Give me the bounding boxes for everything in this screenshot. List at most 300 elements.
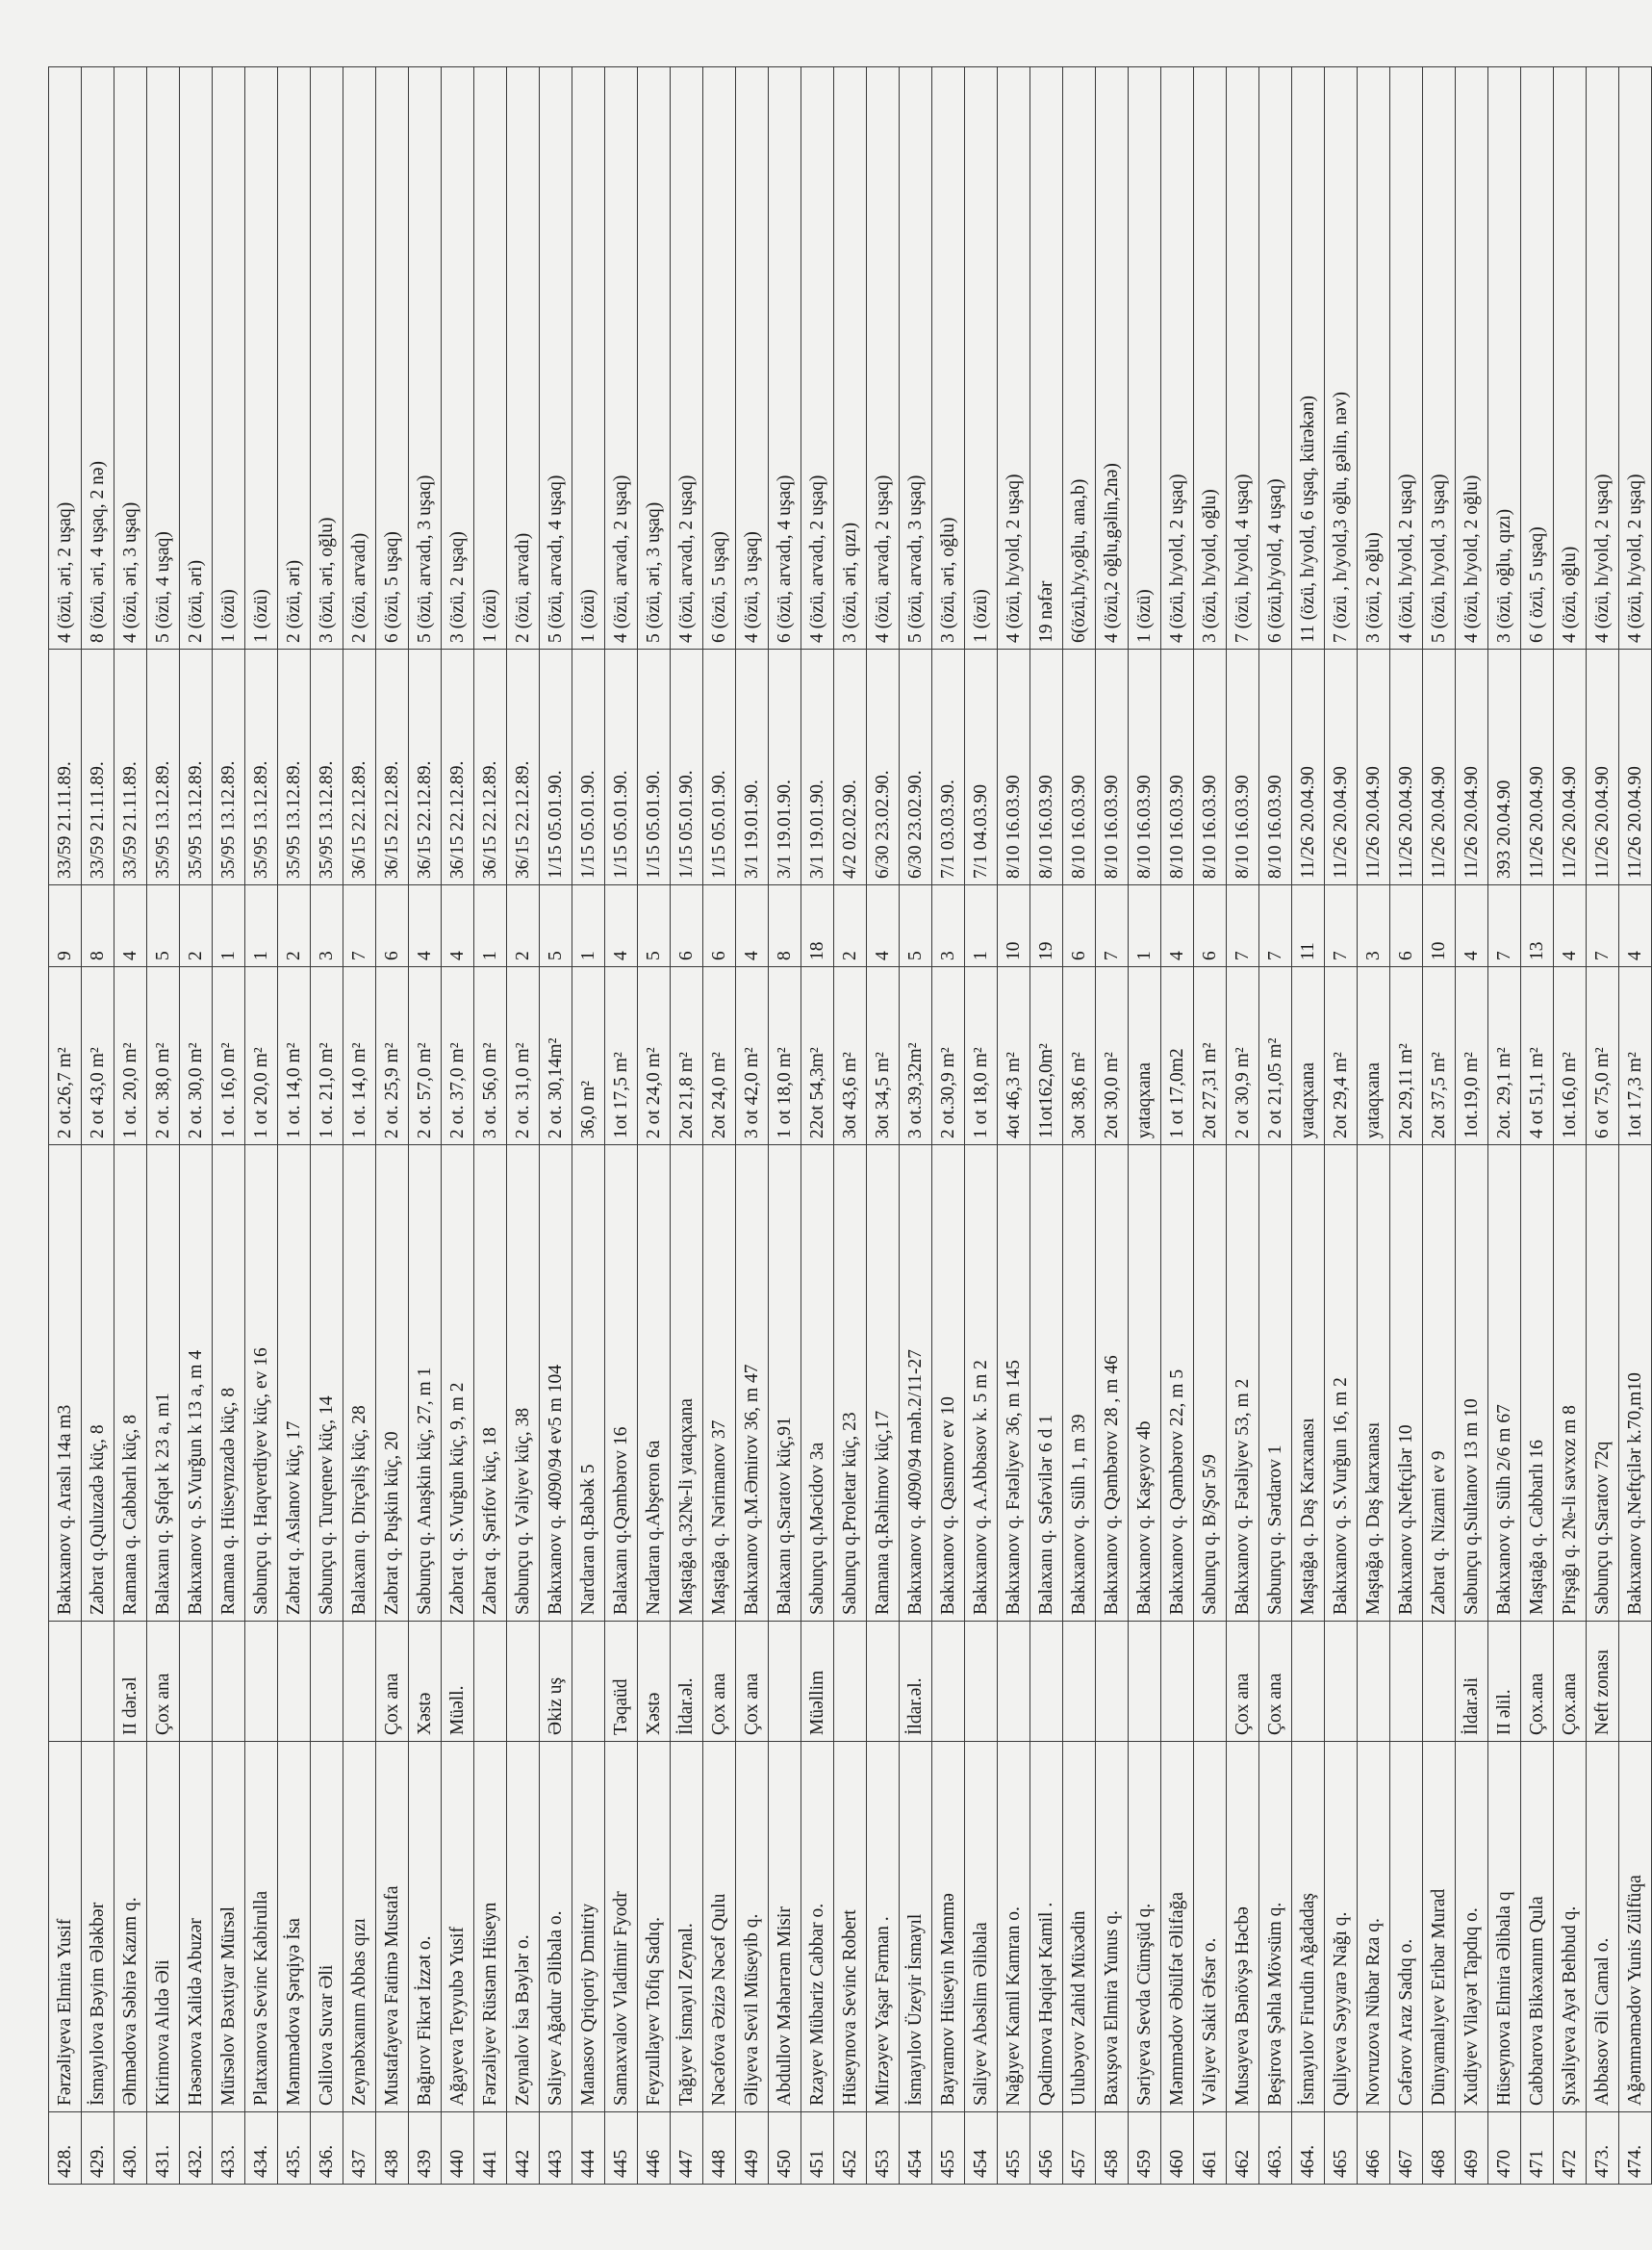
- table-row: [442, 67, 474, 2185]
- residents-count-cell: 8: [769, 885, 801, 967]
- row-number-cell: 436.: [311, 2112, 343, 2185]
- family-composition-cell: 8 (özü, əri, 4 uşaq, 2 nə): [82, 67, 114, 650]
- living-area-cell: yataqxana: [1292, 967, 1325, 1145]
- address-cell: Sabunçu q.Saratov 72q: [1587, 1145, 1619, 1622]
- table-row: [1390, 67, 1423, 2185]
- registration-ref-cell: 3/1 19.01.90.: [769, 650, 801, 885]
- living-area-cell: 2 ot. 25,9 m²: [376, 967, 409, 1145]
- family-composition-cell: 4 (özü,2 oğlu,gəlin,2nə): [1096, 67, 1129, 650]
- table-row: [1554, 67, 1587, 2185]
- person-name-cell: Abbasov Əli Camal o.: [1587, 1742, 1619, 2112]
- person-name-cell: Feyzullayev Tofiq Sadıq.: [638, 1742, 671, 2112]
- table-row: [769, 67, 801, 2185]
- row-number-cell: 453: [867, 2112, 900, 2185]
- person-name-cell: Şıxəliyeva Ayət Behbud q.: [1554, 1742, 1587, 2112]
- table-row: [1423, 67, 1456, 2185]
- registration-ref-cell: 6/30 23.02.90.: [900, 650, 932, 885]
- person-name-cell: Zeynəbxanım Abbas qızı: [343, 1742, 376, 2112]
- living-area-cell: 1 ot 18,0 m²: [769, 967, 801, 1145]
- address-cell: Bakıxanov q. S.Vurğun k 13 a, m 4: [180, 1145, 213, 1622]
- person-name-cell: Abdullov Məhərrəm Misir: [769, 1742, 801, 2112]
- category-cell: [49, 1622, 82, 1742]
- registration-ref-cell: 8/10 16.03.90: [1227, 650, 1259, 885]
- living-area-cell: 2ot 29,4 m²: [1325, 967, 1358, 1145]
- table-row: [1521, 67, 1554, 2185]
- person-name-cell: Rzayev Mübariz Cabbar o.: [801, 1742, 834, 2112]
- row-number-cell: 428.: [49, 2112, 82, 2185]
- registration-ref-cell: 8/10 16.03.90: [998, 650, 1030, 885]
- registration-ref-cell: 3/1 19.01.90.: [736, 650, 769, 885]
- registration-ref-cell: 4/2 02.02.90.: [834, 650, 867, 885]
- table-row: [114, 67, 147, 2185]
- table-row: [1587, 67, 1619, 2185]
- category-cell: Müəll.: [442, 1622, 474, 1742]
- row-number-cell: 432.: [180, 2112, 213, 2185]
- row-number-cell: 464.: [1292, 2112, 1325, 2185]
- registration-ref-cell: 11/26 20.04.90: [1292, 650, 1325, 885]
- category-cell: [867, 1622, 900, 1742]
- table-row: [180, 67, 213, 2185]
- table-row: [801, 67, 834, 2185]
- category-cell: [278, 1622, 311, 1742]
- living-area-cell: 2 ot.30,9 m²: [932, 967, 965, 1145]
- family-composition-cell: 1 (özü): [1129, 67, 1161, 650]
- living-area-cell: yataqxana: [1358, 967, 1390, 1145]
- table-row: [605, 67, 638, 2185]
- registration-ref-cell: 6/30 23.02.90.: [867, 650, 900, 885]
- residents-count-cell: 1: [965, 885, 998, 967]
- row-number-cell: 442: [507, 2112, 540, 2185]
- registration-ref-cell: 7/1 04.03.90: [965, 650, 998, 885]
- living-area-cell: 2ot 27,31 m²: [1194, 967, 1227, 1145]
- address-cell: Sabunçu q. Haqverdiyev küç, ev 16: [245, 1145, 278, 1622]
- table-row: [1358, 67, 1390, 2185]
- address-cell: Sabunçu q. Anaşkin küç, 27, m 1: [409, 1145, 442, 1622]
- residents-count-cell: 2: [180, 885, 213, 967]
- residents-count-cell: 8: [82, 885, 114, 967]
- category-cell: Əkiz uş: [540, 1622, 572, 1742]
- living-area-cell: 2ot 37,5 m²: [1423, 967, 1456, 1145]
- table-row: [82, 67, 114, 2185]
- row-number-cell: 455: [932, 2112, 965, 2185]
- row-number-cell: 429.: [82, 2112, 114, 2185]
- person-name-cell: Mustafayeva Fatimə Mustafa: [376, 1742, 409, 2112]
- living-area-cell: 2ot 30,0 m²: [1096, 967, 1129, 1145]
- address-cell: Zabrat q. Aslanov küç, 17: [278, 1145, 311, 1622]
- family-composition-cell: 1 (özü): [245, 67, 278, 650]
- living-area-cell: 2ot. 29,1 m²: [1488, 967, 1521, 1145]
- table-row: [1259, 67, 1292, 2185]
- person-name-cell: Mirzəyev Yaşar Fərman .: [867, 1742, 900, 2112]
- table-row: [1227, 67, 1259, 2185]
- living-area-cell: 1 ot 18,0 m²: [965, 967, 998, 1145]
- table-row: [1619, 67, 1652, 2185]
- living-area-cell: 1ot.16,0 m²: [1554, 967, 1587, 1145]
- row-number-cell: 470: [1488, 2112, 1521, 2185]
- row-number-cell: 431.: [147, 2112, 180, 2185]
- table-row: [1030, 67, 1063, 2185]
- residents-count-cell: 4: [114, 885, 147, 967]
- row-number-cell: 473.: [1587, 2112, 1619, 2185]
- address-cell: Bakıxanov q. Fətəliyev 53, m 2: [1227, 1145, 1259, 1622]
- address-cell: Balaxanı q.Saratov küç,91: [769, 1145, 801, 1622]
- residents-count-cell: 7: [343, 885, 376, 967]
- person-name-cell: Novruzova Nübar Rza q.: [1358, 1742, 1390, 2112]
- living-area-cell: 2 ot. 37,0 m²: [442, 967, 474, 1145]
- registration-ref-cell: 1/15 05.01.90.: [703, 650, 736, 885]
- registration-ref-cell: 8/10 16.03.90: [1063, 650, 1096, 885]
- table-row: [736, 67, 769, 2185]
- living-area-cell: 3 ot 42,0 m²: [736, 967, 769, 1145]
- residents-count-cell: 2: [834, 885, 867, 967]
- person-name-cell: Ağəmməmədov Yunis Zülfüqa: [1619, 1742, 1652, 2112]
- table-row: [1325, 67, 1358, 2185]
- category-cell: [1292, 1622, 1325, 1742]
- registration-ref-cell: 11/26 20.04.90: [1423, 650, 1456, 885]
- registration-ref-cell: 1/15 05.01.90.: [572, 650, 605, 885]
- registration-ref-cell: 35/95 13.12.89.: [147, 650, 180, 885]
- table-row: [1161, 67, 1194, 2185]
- residents-count-cell: 1: [572, 885, 605, 967]
- family-composition-cell: 4 (özü, arvadı, 2 uşaq): [671, 67, 703, 650]
- living-area-cell: 2ot 21,8 m²: [671, 967, 703, 1145]
- row-number-cell: 444: [572, 2112, 605, 2185]
- living-area-cell: 4 ot 51,1 m²: [1521, 967, 1554, 1145]
- address-cell: Sabunçu q.Sultanov 13 m 10: [1456, 1145, 1488, 1622]
- address-cell: Zabrat q. Nizami ev 9: [1423, 1145, 1456, 1622]
- residents-count-cell: 6: [1390, 885, 1423, 967]
- address-cell: Sabunçu q. B/Şor 5/9: [1194, 1145, 1227, 1622]
- address-cell: Ramana q. Hüseynzadə küç, 8: [213, 1145, 245, 1622]
- address-cell: Zabrat q. S.Vurğun küç, 9, m 2: [442, 1145, 474, 1622]
- address-cell: Bakıxanov q. Fətəliyev 36, m 145: [998, 1145, 1030, 1622]
- residents-count-cell: 7: [1587, 885, 1619, 967]
- address-cell: Sabunçu q.Məcidov 3a: [801, 1145, 834, 1622]
- address-cell: Ramana q.Rəhimov küç,17: [867, 1145, 900, 1622]
- address-cell: Maştağa q. Daş karxanası: [1358, 1145, 1390, 1622]
- category-cell: [343, 1622, 376, 1742]
- family-composition-cell: 1 (özü): [213, 67, 245, 650]
- category-cell: Çox ana: [703, 1622, 736, 1742]
- row-number-cell: 433.: [213, 2112, 245, 2185]
- row-number-cell: 468: [1423, 2112, 1456, 2185]
- person-name-cell: Xudiyev Vilayət Tapdıq o.: [1456, 1742, 1488, 2112]
- living-area-cell: 2ot 29,11 m²: [1390, 967, 1423, 1145]
- address-cell: Bakıxanov q. Qəmbərov 22, m 5: [1161, 1145, 1194, 1622]
- address-cell: Maştağa q. Cabbarlı 16: [1521, 1145, 1554, 1622]
- address-cell: Sabunçu q. Turqenev küç, 14: [311, 1145, 343, 1622]
- living-area-cell: 2 ot. 38,0 m²: [147, 967, 180, 1145]
- category-cell: [1096, 1622, 1129, 1742]
- family-composition-cell: 6 (özü, 5 uşaq): [703, 67, 736, 650]
- registration-ref-cell: 35/95 13.12.89.: [311, 650, 343, 885]
- address-cell: Maştağa q.32№-li yataqxana: [671, 1145, 703, 1622]
- family-composition-cell: 1 (özü): [572, 67, 605, 650]
- living-area-cell: 3ot 43,6 m²: [834, 967, 867, 1145]
- category-cell: II dər.əl: [114, 1622, 147, 1742]
- table-row: [147, 67, 180, 2185]
- living-area-cell: 1 ot 20,0 m²: [245, 967, 278, 1145]
- row-number-cell: 441: [474, 2112, 507, 2185]
- row-number-cell: 437: [343, 2112, 376, 2185]
- person-name-cell: Dünyamalıyev Eribar Murad: [1423, 1742, 1456, 2112]
- table-row: [900, 67, 932, 2185]
- residents-count-cell: 5: [900, 885, 932, 967]
- person-name-cell: Cəfərov Araz Sadıq o.: [1390, 1742, 1423, 2112]
- row-number-cell: 440: [442, 2112, 474, 2185]
- living-area-cell: 1ot 17,5 m²: [605, 967, 638, 1145]
- family-composition-cell: 3 (özü, əri, oğlu): [932, 67, 965, 650]
- address-cell: Bakıxanov q. S.Vurğun 16, m 2: [1325, 1145, 1358, 1622]
- family-composition-cell: 4 (özü, h/yold, 2 uşaq): [1587, 67, 1619, 650]
- category-cell: [769, 1622, 801, 1742]
- living-area-cell: yataqxana: [1129, 967, 1161, 1145]
- row-number-cell: 446: [638, 2112, 671, 2185]
- address-cell: Sabunçu q. Vəliyev küç, 38: [507, 1145, 540, 1622]
- category-cell: [1194, 1622, 1227, 1742]
- living-area-cell: 1 ot. 16,0 m²: [213, 967, 245, 1145]
- category-cell: II əlil.: [1488, 1622, 1521, 1742]
- address-cell: Pirşağı q. 2№-li savxoz m 8: [1554, 1145, 1587, 1622]
- registration-ref-cell: 36/15 22.12.89.: [507, 650, 540, 885]
- registration-ref-cell: 33/59 21.11.89.: [49, 650, 82, 885]
- table-row: [474, 67, 507, 2185]
- row-number-cell: 459: [1129, 2112, 1161, 2185]
- address-cell: Zabrat q. Puşkin küç, 20: [376, 1145, 409, 1622]
- person-name-cell: İsmayılov Üzeyir İsmayıl: [900, 1742, 932, 2112]
- registration-ref-cell: 35/95 13.12.89.: [213, 650, 245, 885]
- category-cell: [1358, 1622, 1390, 1742]
- family-composition-cell: 5 (özü, h/yold, 3 uşaq): [1423, 67, 1456, 650]
- residents-count-cell: 6: [376, 885, 409, 967]
- registration-ref-cell: 33/59 21.11.89.: [82, 650, 114, 885]
- person-name-cell: Saliyev Abəslim Əlibala: [965, 1742, 998, 2112]
- family-composition-cell: 4 (özü, h/yold, 2 uşaq): [1619, 67, 1652, 650]
- table-row: [1488, 67, 1521, 2185]
- person-name-cell: Ulubəyov Zahid Müxədin: [1063, 1742, 1096, 2112]
- person-name-cell: Platxanova Sevinc Kabirulla: [245, 1742, 278, 2112]
- address-cell: Bakıxanov q. Sülh 1, m 39: [1063, 1145, 1096, 1622]
- residents-count-cell: 19: [1030, 885, 1063, 967]
- category-cell: [834, 1622, 867, 1742]
- table-row: [409, 67, 442, 2185]
- registration-ref-cell: 36/15 22.12.89.: [409, 650, 442, 885]
- family-composition-cell: 4 (özü, 3 uşaq): [736, 67, 769, 650]
- table-row: [278, 67, 311, 2185]
- address-cell: Balaxanı q.Qəmbərov 16: [605, 1145, 638, 1622]
- registration-ref-cell: 8/10 16.03.90: [1030, 650, 1063, 885]
- family-composition-cell: 3 (özü, 2 oğlu): [1358, 67, 1390, 650]
- row-number-cell: 454: [965, 2112, 998, 2185]
- row-number-cell: 435.: [278, 2112, 311, 2185]
- person-name-cell: Cəlilova Suvar Əli: [311, 1742, 343, 2112]
- category-cell: [965, 1622, 998, 1742]
- family-composition-cell: 4 (özü, h/yold, 2 uşaq): [998, 67, 1030, 650]
- category-cell: Xəstə: [638, 1622, 671, 1742]
- row-number-cell: 430.: [114, 2112, 147, 2185]
- table-row: [1129, 67, 1161, 2185]
- person-name-cell: Hüseynova Elmira Əlibala q: [1488, 1742, 1521, 2112]
- living-area-cell: 1 ot. 14,0 m²: [343, 967, 376, 1145]
- person-name-cell: Nağıyev Kamil Kamran o.: [998, 1742, 1030, 2112]
- address-cell: Balaxanı q. Səfəvilər 6 d 1: [1030, 1145, 1063, 1622]
- row-number-cell: 450: [769, 2112, 801, 2185]
- family-composition-cell: 2 (özü, arvadı): [343, 67, 376, 650]
- residents-count-cell: 7: [1259, 885, 1292, 967]
- person-name-cell: Kirimova Alıdə Əli: [147, 1742, 180, 2112]
- address-cell: Bakıxanov q. 4090/94 məh.2/11-27: [900, 1145, 932, 1622]
- person-name-cell: Bayramov Hüseyin Məmmə: [932, 1742, 965, 2112]
- address-cell: Bakıxanov q. Qasımov ev 10: [932, 1145, 965, 1622]
- category-cell: [1030, 1622, 1063, 1742]
- registration-ref-cell: 35/95 13.12.89.: [180, 650, 213, 885]
- registration-ref-cell: 7/1 03.03.90.: [932, 650, 965, 885]
- residents-count-cell: 1: [245, 885, 278, 967]
- row-number-cell: 474.: [1619, 2112, 1652, 2185]
- family-composition-cell: 2 (özü, əri): [180, 67, 213, 650]
- residents-count-cell: 4: [1456, 885, 1488, 967]
- family-composition-cell: 7 (özü, h/yold, 4 uşaq): [1227, 67, 1259, 650]
- category-cell: Çox ana: [1227, 1622, 1259, 1742]
- family-composition-cell: 1 (özü): [474, 67, 507, 650]
- category-cell: Çox ana: [736, 1622, 769, 1742]
- family-composition-cell: 4 (özü, h/yold, 2 oğlu): [1456, 67, 1488, 650]
- category-cell: İldar.əl.: [671, 1622, 703, 1742]
- residents-count-cell: 6: [1194, 885, 1227, 967]
- category-cell: [82, 1622, 114, 1742]
- family-composition-cell: 7 (özü , h/yold,3 oğlu, gəlin, nəv): [1325, 67, 1358, 650]
- living-area-cell: 2 ot 43,0 m²: [82, 967, 114, 1145]
- person-name-cell: Ağayeva Teyyubə Yusif: [442, 1742, 474, 2112]
- category-cell: [932, 1622, 965, 1742]
- registration-ref-cell: 36/15 22.12.89.: [474, 650, 507, 885]
- row-number-cell: 454: [900, 2112, 932, 2185]
- person-name-cell: İsmayılova Bəyim Ələkbər: [82, 1742, 114, 2112]
- address-cell: Bakıxanov q.Neftçilər k.70,m10: [1619, 1145, 1652, 1622]
- living-area-cell: 2 ot.26,7 m²: [49, 967, 82, 1145]
- residents-count-cell: 18: [801, 885, 834, 967]
- table-row: [311, 67, 343, 2185]
- registration-ref-cell: 1/15 05.01.90.: [638, 650, 671, 885]
- row-number-cell: 451: [801, 2112, 834, 2185]
- rotated-table-wrapper: [48, 67, 1645, 2185]
- residents-count-cell: 4: [605, 885, 638, 967]
- table-row: [245, 67, 278, 2185]
- registration-ref-cell: 36/15 22.12.89.: [343, 650, 376, 885]
- family-composition-cell: 3 (özü, oğlu, qızı): [1488, 67, 1521, 650]
- row-number-cell: 471: [1521, 2112, 1554, 2185]
- address-cell: Bakıxanov q. Qəmbərov 28 , m 46: [1096, 1145, 1129, 1622]
- category-cell: [998, 1622, 1030, 1742]
- row-number-cell: 460: [1161, 2112, 1194, 2185]
- registration-ref-cell: 36/15 22.12.89.: [376, 650, 409, 885]
- category-cell: [1619, 1622, 1652, 1742]
- family-composition-cell: 5 (özü, arvadı, 3 uşaq): [409, 67, 442, 650]
- row-number-cell: 449: [736, 2112, 769, 2185]
- person-name-cell: Mürsəlov Bəxtiyar Mürsəl: [213, 1742, 245, 2112]
- person-name-cell: Bağırov Fikrət İzzət o.: [409, 1742, 442, 2112]
- registration-ref-cell: 1/15 05.01.90.: [605, 650, 638, 885]
- address-cell: Sabunçu q.Proletar küç, 23: [834, 1145, 867, 1622]
- family-composition-cell: 1 (özü): [965, 67, 998, 650]
- living-area-cell: 2 ot. 30,0 m²: [180, 967, 213, 1145]
- person-name-cell: Cabbarova Bikəxanım Qula: [1521, 1742, 1554, 2112]
- living-area-cell: 3ot 38,6 m²: [1063, 967, 1096, 1145]
- address-cell: Maştağa q. Nərimanov 37: [703, 1145, 736, 1622]
- person-name-cell: Hüseynova Sevinc Robert: [834, 1742, 867, 2112]
- table-row: [703, 67, 736, 2185]
- registration-ref-cell: 33/59 21.11.89.: [114, 650, 147, 885]
- living-area-cell: 22ot 54,3m²: [801, 967, 834, 1145]
- row-number-cell: 458: [1096, 2112, 1129, 2185]
- row-number-cell: 445: [605, 2112, 638, 2185]
- person-name-cell: Nəcəfova Əzizə Nəcəf Qulu: [703, 1742, 736, 2112]
- row-number-cell: 465: [1325, 2112, 1358, 2185]
- address-cell: Balaxanı q. Şəfqət k 23 a, m1: [147, 1145, 180, 1622]
- person-name-cell: Əliyeva Sevil Müseyib q.: [736, 1742, 769, 2112]
- residents-count-cell: 3: [1358, 885, 1390, 967]
- residents-count-cell: 6: [1063, 885, 1096, 967]
- table-row: [1292, 67, 1325, 2185]
- row-number-cell: 469: [1456, 2112, 1488, 2185]
- address-cell: Bakıxanov q.Neftçilər 10: [1390, 1145, 1423, 1622]
- residents-count-cell: 6: [671, 885, 703, 967]
- living-area-cell: 2 ot 21,05 m²: [1259, 967, 1292, 1145]
- registration-ref-cell: 393 20.04.90: [1488, 650, 1521, 885]
- residents-count-cell: 1: [474, 885, 507, 967]
- category-cell: [1325, 1622, 1358, 1742]
- row-number-cell: 448: [703, 2112, 736, 2185]
- table-row: [1096, 67, 1129, 2185]
- row-number-cell: 455: [998, 2112, 1030, 2185]
- family-composition-cell: 3 (özü, əri, oğlu): [311, 67, 343, 650]
- person-name-cell: Səriyeva Sevda Cümşüd q.: [1129, 1742, 1161, 2112]
- category-cell: [1390, 1622, 1423, 1742]
- category-cell: İldar.əl.: [900, 1622, 932, 1742]
- row-number-cell: 447: [671, 2112, 703, 2185]
- housing-queue-table: [48, 66, 1652, 2185]
- registration-ref-cell: 1/15 05.01.90.: [540, 650, 572, 885]
- family-composition-cell: 5 (özü, əri, 3 uşaq): [638, 67, 671, 650]
- category-cell: Çox ana: [376, 1622, 409, 1742]
- person-name-cell: Məmmədova Şərqiyə İsa: [278, 1742, 311, 2112]
- residents-count-cell: 3: [932, 885, 965, 967]
- residents-count-cell: 1: [213, 885, 245, 967]
- person-name-cell: Həsənova Xalidə Abuzər: [180, 1742, 213, 2112]
- category-cell: Çox ana: [1259, 1622, 1292, 1742]
- residents-count-cell: 7: [1096, 885, 1129, 967]
- residents-count-cell: 4: [1161, 885, 1194, 967]
- table-row: [638, 67, 671, 2185]
- person-name-cell: Beşirova Şəhla Mövsüm q.: [1259, 1742, 1292, 2112]
- family-composition-cell: 6 (özü,h/yold, 4 uşaq): [1259, 67, 1292, 650]
- category-cell: Çox.ana: [1521, 1622, 1554, 1742]
- table-row: [540, 67, 572, 2185]
- living-area-cell: 2 ot. 57,0 m²: [409, 967, 442, 1145]
- residents-count-cell: 7: [1488, 885, 1521, 967]
- residents-count-cell: 3: [311, 885, 343, 967]
- person-name-cell: Qədimova Həqiqət Kamil .: [1030, 1742, 1063, 2112]
- address-cell: Nardaran q.Abşeron 6a: [638, 1145, 671, 1622]
- living-area-cell: 4ot 46,3 m²: [998, 967, 1030, 1145]
- registration-ref-cell: 35/95 13.12.89.: [245, 650, 278, 885]
- residents-count-cell: 13: [1521, 885, 1554, 967]
- person-name-cell: Baxışova Elmira Yunus q.: [1096, 1742, 1129, 2112]
- family-composition-cell: 2 (özü, arvadı): [507, 67, 540, 650]
- registration-ref-cell: 8/10 16.03.90: [1194, 650, 1227, 885]
- category-cell: [1129, 1622, 1161, 1742]
- family-composition-cell: 3 (özü, h/yold, oğlu): [1194, 67, 1227, 650]
